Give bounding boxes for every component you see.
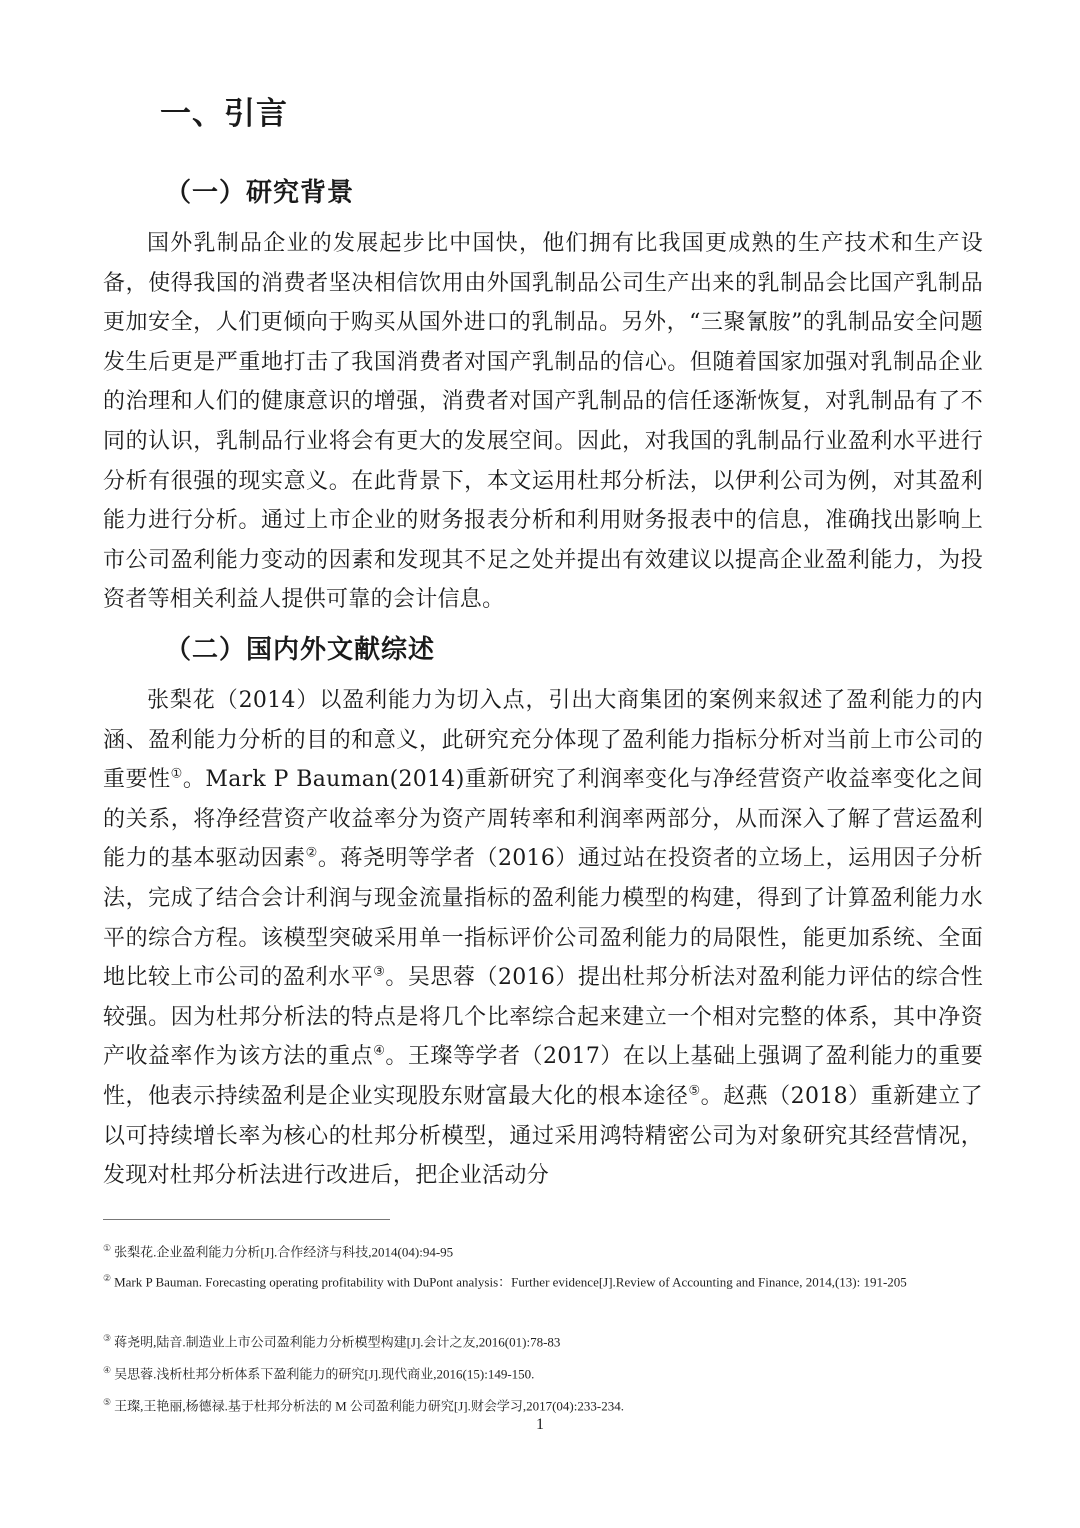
section-heading-background: （一）研究背景 — [165, 178, 355, 208]
paragraph-text: 。赵燕（2018）重新建立了以可持续增长率为核心的杜邦分析模型，通过采用鸿特精密公司为对象研究其经营情况，发现对杜邦分析法进行改进后，把企业活动分 — [103, 1083, 983, 1189]
chapter-heading: 一、引言 — [160, 96, 288, 132]
footnote-ref-5[interactable]: ⑤ — [688, 1083, 701, 1099]
footnote-text: 蒋尧明,陆音.制造业上市公司盈利能力分析模型构建[J].会计之友,2016(01):78-83 — [114, 1334, 561, 1350]
footnote-text: 张梨花.企业盈利能力分析[J].合作经济与科技,2014(04):94-95 — [114, 1244, 454, 1260]
footnote-ref-1[interactable]: ① — [170, 766, 183, 782]
footnote-3 — [103, 1324, 983, 1356]
footnote-text: 王璨,王艳丽,杨德禄.基于杜邦分析法的 M 公司盈利能力研究[J].财会学习,2017(04):233-234. — [114, 1398, 624, 1414]
footnote-ref-2[interactable]: ② — [305, 846, 318, 862]
paragraph-text: 。王璨等学者（2017）在以上基础上强调了盈利能力的重要性，他表示持续盈利是企业实现股东财富最大化的根本途径 — [103, 1044, 983, 1109]
footnote-1 — [103, 1234, 983, 1266]
footnote-mark: ① — [103, 1243, 112, 1253]
paragraph-text: 张梨花（2014）以盈利能力为切入点，引出大商集团的案例来叙述了盈利能力的内涵、盈利能力分析的目的和意义，此研究充分体现了盈利能力指标分析对当前上市公司的重要性 — [103, 688, 983, 793]
footnote-4 — [103, 1356, 983, 1388]
literature-review-paragraph — [103, 681, 983, 1196]
paragraph-text: 。蒋尧明等学者（2016）通过站在投资者的立场上，运用因子分析法，完成了结合会计利润与现金流量指标的盈利能力模型的构建，得到了计算盈利能力水平的综合方程。该模型突破采用单一指标评价公司盈利能力的局限性，能更加系统、全面地比较上市公司的盈利水平 — [103, 846, 983, 991]
footnote-mark: ③ — [103, 1333, 112, 1343]
footnote-2 — [103, 1264, 983, 1296]
footnote-text: Mark P Bauman. Forecasting operating profitability with DuPont analysis：Further evidence[J].Review of Accounting and Finance, 2014,(13): 191-205 — [114, 1274, 907, 1290]
background-paragraph: 国外乳制品企业的发展起步比中国快，他们拥有比我国更成熟的生产技术和生产设备，使得我国的消费者坚决相信饮用由外国乳制品公司生产出来的乳制品会比国产乳制品更加安全，人们更倾向于购买从国外进口的乳制品。另外，“三聚氰胺”的乳制品安全问题发生后更是严重地打击了我国消费者对国产乳制品的信心。但随着国家加强对乳制品企业的治理和人们的健康意识的增强，消费者对国产乳制品的信任逐渐恢复，对乳制品有了不同的认识，乳制品行业将会有更大的发展空间。因此，对我国的乳制品行业盈利水平进行分析有很强的现实意义。在此背景下，本文运用杜邦分析法，以伊利公司为例，对其盈利能力进行分析。通过上市企业的财务报表分析和利用财务报表中的信息，准确找出影响上市公司盈利能力变动的因素和发现其不足之处并提出有效建议以提高企业盈利能力，为投资者等相关利益人提供可靠的会计信息。 — [103, 231, 983, 613]
footnote-ref-3[interactable]: ③ — [373, 964, 386, 980]
footnote-text: 吴思蓉.浅析杜邦分析体系下盈利能力的研究[J].现代商业,2016(15):149-150. — [114, 1366, 535, 1382]
section-heading-literature-review: （二）国内外文献综述 — [165, 635, 436, 665]
footnote-divider — [103, 1219, 390, 1220]
footnote-mark: ⑤ — [103, 1397, 112, 1407]
page-number: 1 — [536, 1416, 544, 1433]
footnote-ref-4[interactable]: ④ — [373, 1044, 386, 1060]
paragraph-text: 。Mark P Bauman(2014)重新研究了利润率变化与净经营资产收益率变化之间的关系，将净经营资产收益率分为资产周转率和利润率两部分，从而深入了解了营运盈利能力的基本驱动因素 — [103, 767, 983, 872]
paragraph-text: 。吴思蓉（2016）提出杜邦分析法对盈利能力评估的综合性较强。因为杜邦分析法的特点是将几个比率综合起来建立一个相对完整的体系，其中净资产收益率作为该方法的重点 — [103, 965, 983, 1070]
footnote-mark: ④ — [103, 1365, 112, 1375]
footnote-mark: ② — [103, 1273, 112, 1283]
